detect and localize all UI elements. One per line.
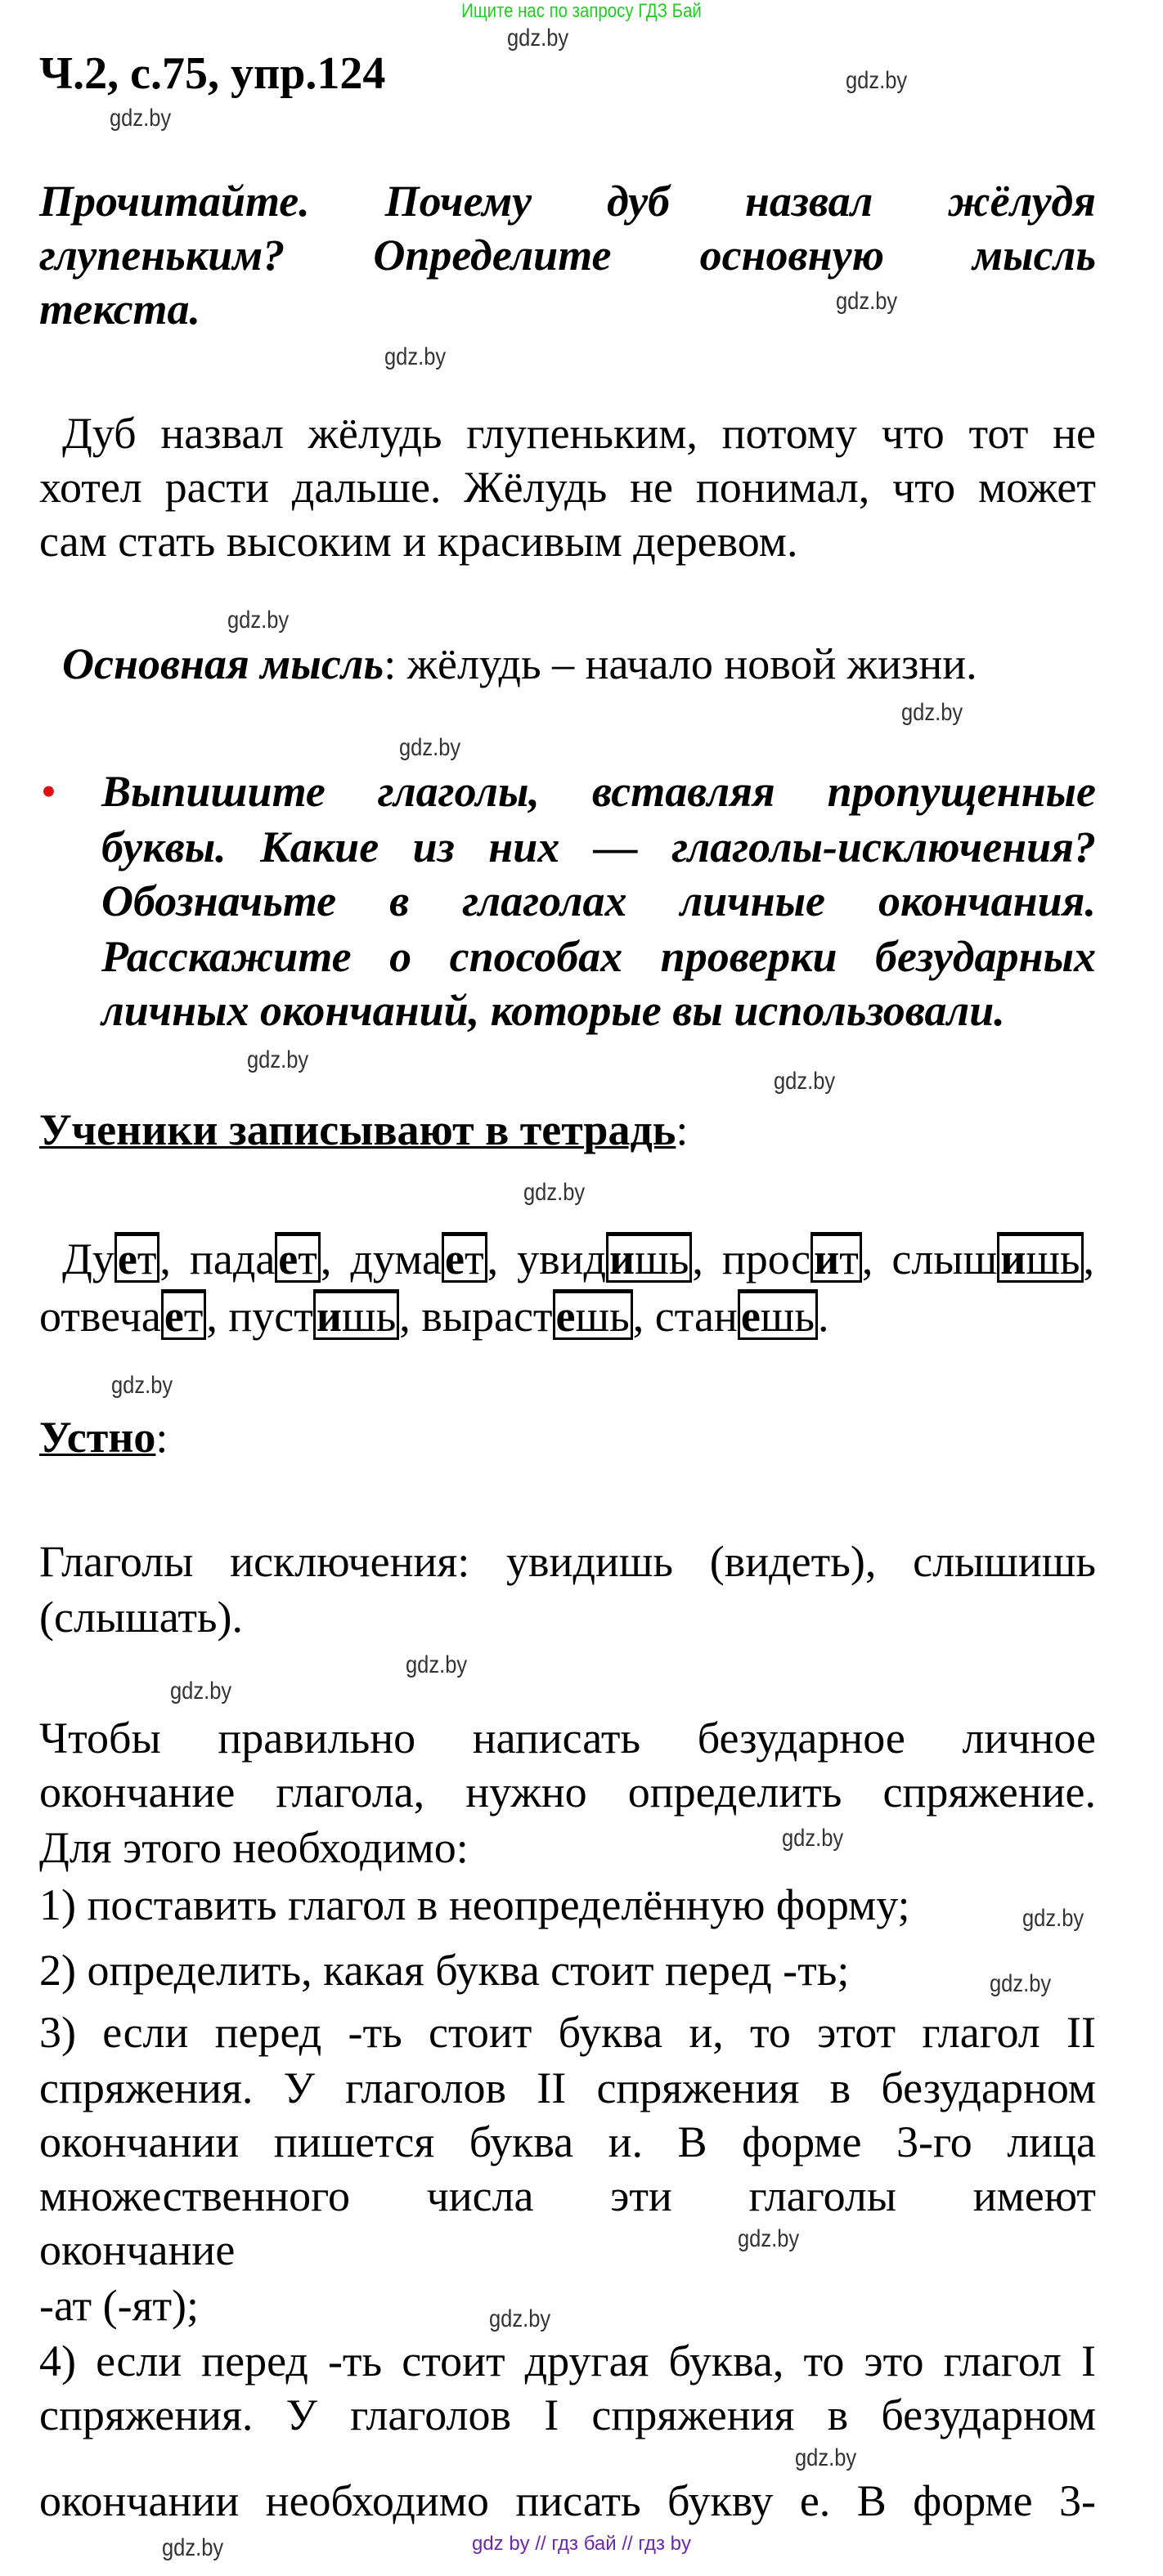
watermark: gdz.by	[836, 288, 898, 315]
ending-vowel: и	[1000, 1234, 1026, 1284]
ending-box	[997, 1232, 1083, 1283]
oral-heading	[39, 1410, 168, 1464]
watermark: gdz.by	[170, 1678, 232, 1705]
watermark: gdz.by	[406, 1651, 468, 1678]
verb-stem: выраст	[421, 1292, 553, 1341]
exceptions-line: (слышать).	[39, 1593, 244, 1642]
ending-rest: т	[839, 1234, 859, 1284]
watermark: gdz.by	[507, 25, 569, 52]
ending-box	[811, 1232, 862, 1283]
notebook-label: Ученики записывают в тетрадь	[39, 1105, 676, 1154]
answer-line: Дуб назвал жёлудь глупеньким, потому что тот не	[62, 409, 1096, 458]
ending-rest: шь	[1026, 1234, 1080, 1284]
punctuation: ,	[861, 1234, 873, 1284]
answer-line: хотел расти дальше. Жёлудь не понимал, что может	[39, 463, 1096, 512]
ending-vowel: и	[316, 1292, 342, 1341]
rule-line: множественного числа эти глаголы имеют	[39, 2171, 1096, 2220]
punctuation: ,	[692, 1234, 703, 1284]
watermark: gdz.by	[399, 734, 461, 761]
verb-stem: пада	[189, 1234, 276, 1284]
watermark: gdz.by	[384, 343, 447, 370]
ending-rest: т	[137, 1234, 157, 1284]
verb-stem: дума	[350, 1234, 442, 1284]
ending-rest: шь	[575, 1292, 630, 1341]
watermark: gdz.by	[738, 2225, 800, 2252]
verb	[228, 1292, 410, 1341]
watermark: gdz.by	[846, 67, 908, 94]
rule-line: спряжения. У глаголов I спряжения в безударном	[39, 2390, 1096, 2439]
page-title: Ч.2, с.75, упр.124	[39, 48, 386, 99]
watermark: gdz.by	[523, 1179, 586, 1206]
verb-stem: прос	[721, 1234, 811, 1284]
ending-rest: т	[183, 1292, 204, 1341]
watermark: gdz.by	[489, 2305, 551, 2332]
watermark: gdz.by	[110, 105, 172, 132]
punctuation: .	[818, 1292, 829, 1341]
oral-label: Устно	[39, 1413, 156, 1462]
rule-line: спряжения. У глаголов II спряжения в безударном	[39, 2063, 1096, 2112]
bullet-icon: •	[41, 767, 56, 816]
ending-box	[442, 1232, 487, 1283]
verb	[891, 1234, 1094, 1284]
ending-rest: т	[298, 1234, 317, 1284]
ending-rest: шь	[342, 1292, 397, 1341]
verbs-line	[39, 1289, 829, 1343]
footer-links[interactable]: gdz by // гдз бай // гдз by	[471, 2533, 692, 2555]
ending-rest: т	[464, 1234, 484, 1284]
watermark: gdz.by	[782, 1825, 844, 1852]
task1-line: глупеньким? Определите основную мысль	[39, 231, 1096, 280]
watermark: gdz.by	[247, 1046, 309, 1073]
rule-line: 3) если перед -ть стоит буква и, то этот глагол II	[39, 2008, 1096, 2057]
verb	[350, 1234, 498, 1284]
verb	[190, 1234, 331, 1284]
ending-vowel: е	[740, 1292, 761, 1341]
task2-line: Выпишите глаголы, вставляя пропущенные	[101, 767, 1096, 816]
ending-vowel: е	[278, 1234, 299, 1284]
rule-line: окончание	[39, 2225, 236, 2274]
main-idea-label: Основная мысль	[62, 639, 384, 688]
verb	[39, 1292, 218, 1341]
ending-box	[738, 1289, 818, 1340]
watermark: gdz.by	[162, 2534, 224, 2561]
task2-line: личных окончаний, которые вы использовали.	[101, 986, 1005, 1035]
verb	[517, 1234, 703, 1284]
verb	[655, 1292, 829, 1341]
punctuation: ,	[399, 1292, 411, 1341]
watermark: gdz.by	[111, 1372, 173, 1399]
verb-stem: стан	[654, 1292, 738, 1341]
exceptions-line: Глаголы исключения: увидишь (видеть), слышишь	[39, 1537, 1096, 1586]
punctuation: ,	[320, 1234, 332, 1284]
watermark: gdz.by	[795, 2444, 857, 2471]
rule-line: Чтобы правильно написать безударное личное	[39, 1714, 1096, 1763]
verb	[62, 1234, 171, 1284]
ending-vowel: и	[609, 1234, 635, 1284]
rule-line: 1) поставить глагол в неопределённую форму;	[39, 1880, 910, 1929]
task1-line: текста.	[39, 284, 201, 334]
rule-line: окончании пишется буква и. В форме 3-го лица	[39, 2117, 1096, 2166]
task2-line: Обозначьте в глаголах личные окончания.	[101, 876, 1096, 925]
punctuation: ,	[159, 1234, 171, 1284]
punctuation: ,	[206, 1292, 218, 1341]
ending-box	[606, 1232, 692, 1283]
verb-stem: пуст	[228, 1292, 313, 1341]
punctuation: ,	[632, 1292, 644, 1341]
verb-stem: Ду	[62, 1234, 115, 1284]
punctuation: ,	[1083, 1234, 1095, 1284]
verb-stem: слыш	[891, 1234, 998, 1284]
watermark: gdz.by	[990, 1970, 1052, 1997]
verbs-line	[62, 1232, 1094, 1286]
main-idea	[62, 637, 977, 691]
rule-line: Для этого необходимо:	[39, 1823, 469, 1872]
verb	[722, 1234, 873, 1284]
colon: :	[676, 1105, 689, 1154]
ending-box	[313, 1289, 399, 1340]
watermark: gdz.by	[227, 607, 290, 634]
watermark: gdz.by	[774, 1068, 836, 1095]
ending-vowel: е	[164, 1292, 184, 1341]
ending-box	[275, 1232, 321, 1283]
punctuation: ,	[487, 1234, 499, 1284]
rule-line: 2) определить, какая буква стоит перед -ть;	[39, 1946, 850, 1995]
verb-stem: увид	[517, 1234, 606, 1284]
ending-vowel: е	[117, 1234, 137, 1284]
rule-line: окончание глагола, нужно определить спряжение.	[39, 1767, 1096, 1817]
ending-rest: шь	[635, 1234, 689, 1284]
watermark: gdz.by	[1022, 1905, 1084, 1932]
watermark: gdz.by	[901, 699, 963, 726]
rule-line: окончании необходимо писать букву е. В форме 3-	[39, 2476, 1096, 2525]
rule-line: -ат (-ят);	[39, 2281, 200, 2330]
colon: :	[155, 1413, 168, 1462]
answer-line: сам стать высоким и красивым деревом.	[39, 517, 798, 566]
ending-vowel: е	[555, 1292, 576, 1341]
verb-stem: отвеча	[39, 1292, 161, 1341]
ending-rest: шь	[760, 1292, 815, 1341]
verb	[421, 1292, 644, 1341]
task2-line: буквы. Какие из них — глаголы-исключения?	[101, 822, 1096, 871]
main-idea-text: : жёлудь – начало новой жизни.	[384, 639, 977, 688]
notebook-heading	[39, 1103, 688, 1157]
task2-line: Расскажите о способах проверки безударных	[101, 932, 1096, 981]
task1-line: Прочитайте. Почему дуб назвал жёлудя	[39, 177, 1096, 226]
rule-line: 4) если перед -ть стоит другая буква, то это глагол I	[39, 2336, 1096, 2386]
ending-vowel: и	[814, 1234, 840, 1284]
ending-box	[161, 1289, 207, 1340]
ending-box	[553, 1289, 633, 1340]
ending-box	[115, 1232, 160, 1283]
ending-vowel: е	[444, 1234, 465, 1284]
search-hint-banner: Ищите нас по запросу ГДЗ Бай	[461, 0, 702, 22]
